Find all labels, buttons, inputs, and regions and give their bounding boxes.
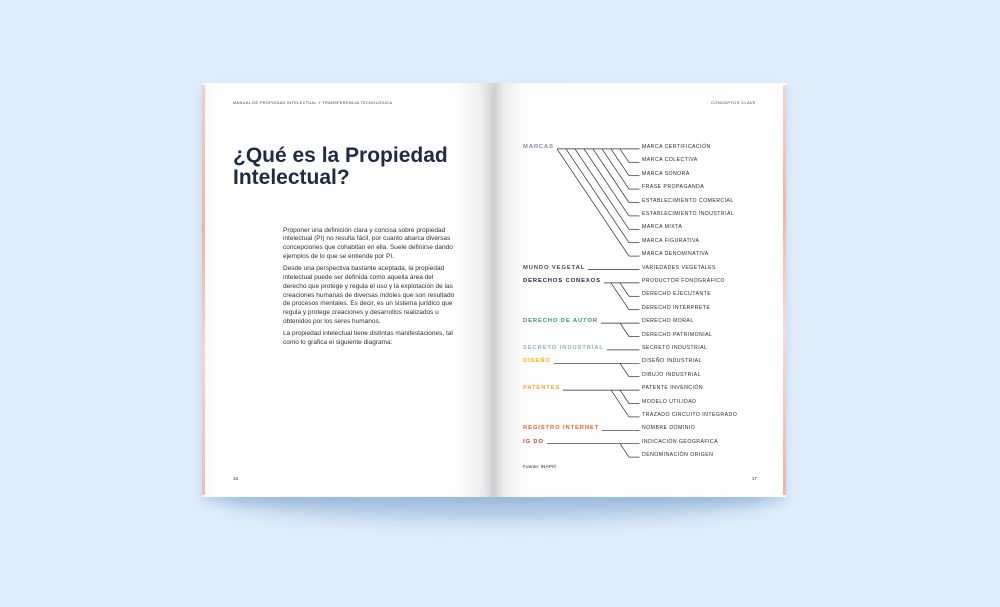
category-label: DERECHO DE AUTOR: [523, 318, 598, 325]
category-item: SECRETO INDUSTRIAL: [642, 345, 708, 351]
connector-line: [620, 149, 629, 162]
connector-line: [566, 149, 629, 243]
connector-line: [611, 149, 629, 176]
category-label: DISEÑO: [523, 358, 551, 365]
category-label: MUNDO VEGETAL: [523, 264, 586, 271]
category-item: DISEÑO INDUSTRIAL: [642, 358, 702, 365]
paragraph-line: Desde una perspectiva bastante aceptada, la propiedad: [283, 265, 445, 273]
page-number-left: 16: [233, 476, 239, 481]
connector-line: [620, 444, 629, 457]
category-item: DERECHO MORAL: [642, 318, 694, 325]
title-line: ¿Qué es la Propiedad: [233, 143, 448, 167]
left-page: [202, 83, 494, 497]
paragraph-line: Proponer una definición clara y concisa sobre propiedad: [283, 226, 446, 234]
paragraph-line: intelectual puede ser definida como aquella área del: [283, 274, 434, 282]
category-item: ESTABLECIMIENTO INDUSTRIAL: [642, 211, 735, 217]
category-item: NOMBRE DOMINIO: [642, 425, 696, 432]
connector-line: [593, 149, 629, 203]
category-item: TRAZADO CIRCUITO INTEGRADO: [642, 412, 738, 418]
connector-line: [611, 283, 629, 310]
page-number-right: 17: [751, 476, 757, 481]
category-item: DERECHO INTÉRPRETE: [642, 304, 711, 311]
paragraph-line: como lo grafica el siguiente diagrama:: [283, 339, 393, 347]
category-item: PATENTE INVENCIÓN: [642, 385, 704, 392]
paragraph-line: intelectual (PI) no resulta fácil, por cuanto abarca diversas: [283, 235, 451, 243]
paragraph-line: La propiedad intelectual tiene distintas manifestaciones, tal: [283, 330, 453, 338]
paragraph-line: concepciones que cohabitan en ella. Suele definirse dando: [283, 244, 453, 251]
connector-line: [575, 149, 629, 229]
paragraph: [283, 265, 454, 326]
page-title: [233, 145, 448, 189]
category-item: INDICACIÓN GEOGRÁFICA: [642, 438, 719, 445]
source-note: Fuente: INAPI©: [523, 465, 557, 470]
paragraph: [283, 330, 454, 347]
title-line: Intelectual?: [233, 165, 350, 189]
category-item: MARCA SONORA: [642, 170, 690, 177]
connector-line: [620, 390, 629, 403]
paragraph: [283, 227, 454, 262]
category-item: VARIEDADES VEGETALES: [642, 264, 716, 271]
category-item: MARCA DENOMINATIVA: [642, 251, 709, 258]
connector-line: [620, 363, 629, 376]
category-item: MARCA COLECTIVA: [642, 157, 698, 164]
paragraph-line: creaciones humanas de diversas índoles que son resultado: [283, 291, 455, 299]
connector-line: [557, 149, 629, 256]
category-item: DENOMINACIÓN ORIGEN: [642, 452, 714, 459]
category-item: MODELO UTILIDAD: [642, 398, 697, 405]
category-item: DIBUJO INDUSTRIAL: [642, 371, 701, 378]
page-edge-right: [783, 85, 786, 495]
paragraph-line: obtenidos por los seres humanos.: [283, 317, 381, 325]
running-head-left: MANUAL DE PROPIEDAD INTELECTUAL Y TRANSFERENCIA TECNOLÓGICA: [233, 100, 393, 105]
paragraph-line: derecho que protege y regula el uso y la explotación de las: [283, 282, 453, 290]
paragraph-line: de procesos mentales. Es decir, es un sistema jurídico que: [283, 300, 453, 308]
category-label: PATENTES: [523, 385, 561, 392]
ip-diagram: [494, 83, 786, 497]
category-item: DERECHO PATRIMONIAL: [642, 331, 713, 338]
category-label: IG DO: [523, 438, 544, 445]
category-item: PRODUCTOR FONOGRÁFICO: [642, 278, 725, 284]
category-item: FRASE PROPAGANDA: [642, 184, 705, 191]
category-label: SECRETO INDUSTRIAL: [523, 345, 604, 351]
right-page: [494, 83, 786, 497]
category-item: ESTABLECIMIENTO COMERCIAL: [642, 197, 734, 204]
connector-line: [620, 283, 629, 296]
connector-line: [620, 323, 629, 336]
body-text: [283, 227, 454, 352]
category-label: REGISTRO INTERNET: [523, 425, 600, 432]
paragraph-line: regula y protege creaciones y desarrollos realizados u: [283, 308, 439, 316]
running-head-right: CONCEPTOS CLAVE: [711, 100, 756, 105]
connector-line: [611, 390, 629, 417]
category-item: MARCA CERTIFICACIÓN: [642, 144, 711, 150]
connector-line: [602, 149, 629, 189]
category-label: DERECHOS CONEXOS: [523, 278, 601, 284]
category-item: MARCA MIXTA: [642, 224, 683, 231]
category-item: DERECHO EJECUTANTE: [642, 291, 712, 298]
page-edge-left: [202, 85, 205, 495]
connector-line: [584, 149, 629, 216]
paragraph-line: ejemplos de lo que se entiende por PI.: [283, 252, 394, 260]
category-label: MARCAS: [523, 144, 554, 150]
category-item: MARCA FIGURATIVA: [642, 237, 700, 244]
